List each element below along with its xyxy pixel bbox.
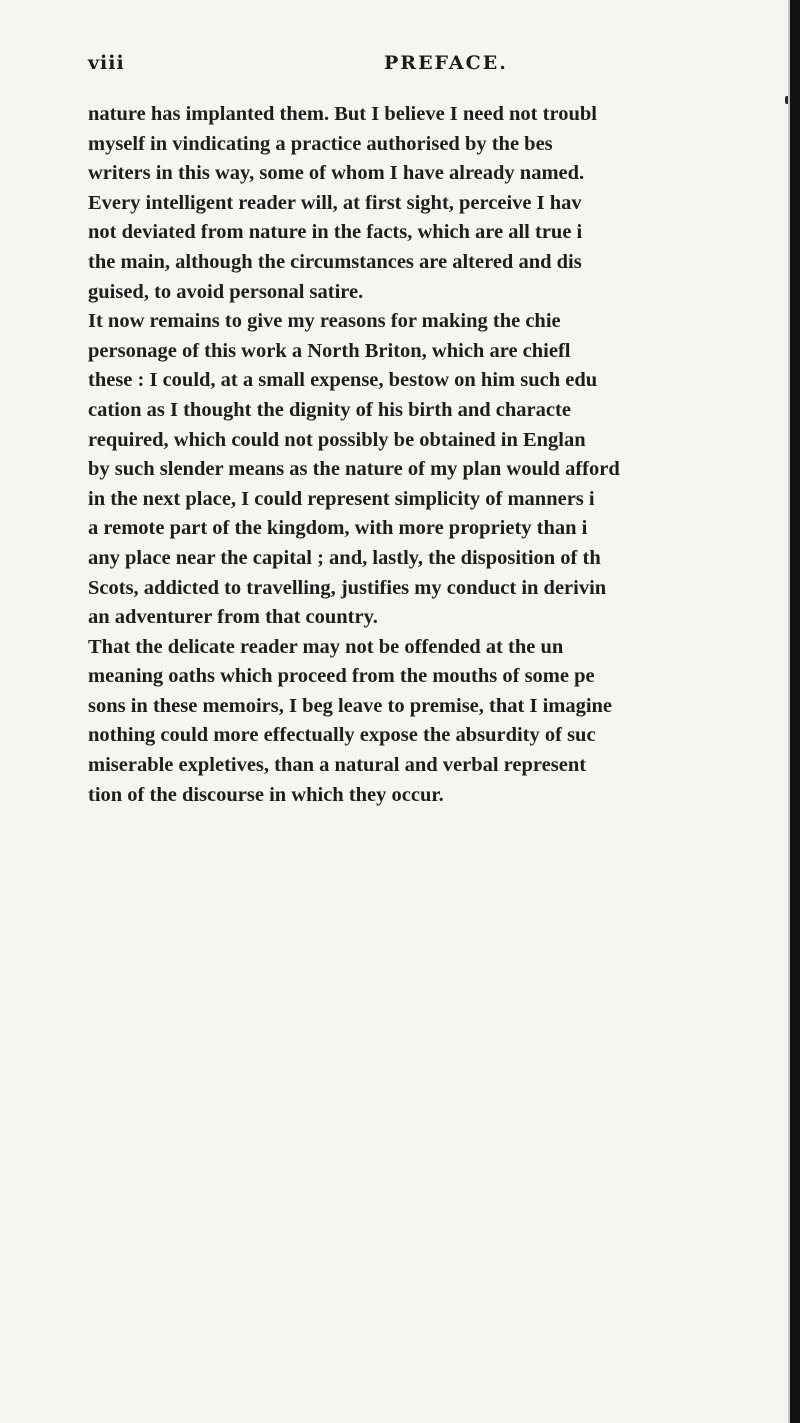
text-line: any place near the capital ; and, lastly, the disposition of th <box>88 546 601 569</box>
text-line: the main, although the circumstances are altered and dis <box>88 250 582 273</box>
text-line: an adventurer from that country. <box>88 606 378 629</box>
text-line: It now remains to give my reasons for making the chie <box>88 310 561 333</box>
page-binding-edge <box>790 0 800 1423</box>
text-line: Scots, addicted to travelling, justifies my conduct in derivin <box>88 576 607 599</box>
text-line: meaning oaths which proceed from the mouths of some pe <box>88 665 595 688</box>
running-head <box>0 52 800 82</box>
text-line: writers in this way, some of whom I have already named. <box>88 162 585 185</box>
text-line: That the delicate reader may not be offended at the un <box>88 635 564 658</box>
text-line: tion of the discourse in which they occur. <box>88 783 444 806</box>
text-line: myself in vindicating a practice authorised by the bes <box>88 132 553 155</box>
page-number: viii <box>88 52 125 74</box>
preface-body-text <box>88 100 800 810</box>
text-line: required, which could not possibly be obtained in Englan <box>88 428 586 451</box>
text-line: these : I could, at a small expense, bestow on him such edu <box>88 369 598 392</box>
text-line: sons in these memoirs, I beg leave to premise, that I imagine <box>88 694 613 717</box>
text-line: nothing could more effectually expose the absurdity of suc <box>88 724 596 747</box>
text-line: nature has implanted them. But I believe I need not troubl <box>88 103 597 125</box>
text-line: personage of this work a North Briton, which are chiefl <box>88 339 571 362</box>
text-line: guised, to avoid personal satire. <box>88 280 364 303</box>
text-line: Every intelligent reader will, at first sight, perceive I hav <box>88 191 582 214</box>
text-line: by such slender means as the nature of my plan would afford <box>88 458 620 481</box>
text-line: in the next place, I could represent simplicity of manners i <box>88 487 595 510</box>
text-line: miserable expletives, than a natural and verbal represent <box>88 754 587 777</box>
running-title: PREFACE. <box>384 52 508 74</box>
text-line: not deviated from nature in the facts, which are all true i <box>88 221 583 244</box>
text-line: a remote part of the kingdom, with more propriety than i <box>88 517 588 540</box>
text-line: cation as I thought the dignity of his birth and characte <box>88 398 571 421</box>
